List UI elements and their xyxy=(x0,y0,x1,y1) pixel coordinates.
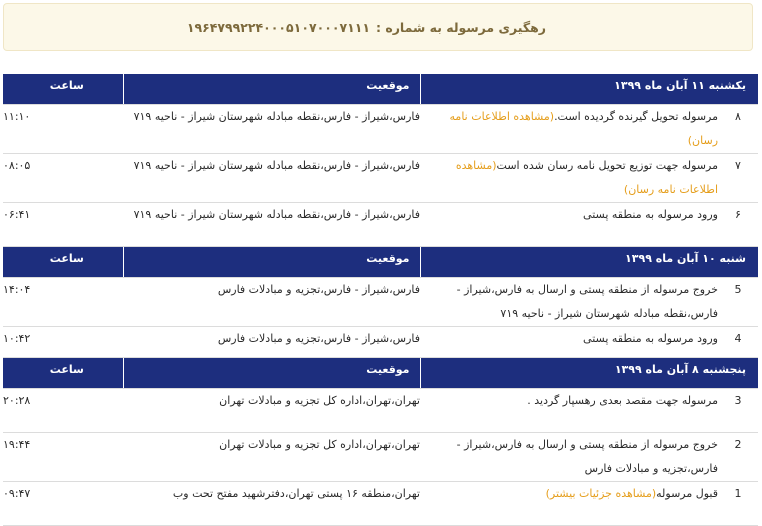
tracking-number: ۱۹۶۴۷۹۹۲۲۴۰۰۰۵۱۰۷۰۰۰۷۱۱۱ xyxy=(186,19,370,35)
event-location: فارس،شیراز - فارس،نقطه مبادله شهرستان شیراز - ناحیه ۷۱۹ xyxy=(123,203,420,247)
event-time: ۱۱:۱۰ xyxy=(3,105,123,154)
event-location: فارس،شیراز - فارس،نقطه مبادله شهرستان شیراز - ناحیه ۷۱۹ xyxy=(123,154,420,203)
event-location: فارس،شیراز - فارس،تجزیه و مبادلات فارس xyxy=(123,327,420,358)
event-location: تهران،تهران،اداره کل تجزیه و مبادلات تهران xyxy=(123,433,420,482)
event-number: 4 xyxy=(718,327,758,358)
event-description-text: مرسوله جهت توزیع تحویل نامه رسان شده است xyxy=(496,159,718,172)
event-description-text: قبول مرسوله xyxy=(656,487,718,500)
event-time: ۰۶:۴۱ xyxy=(3,203,123,247)
event-description xyxy=(420,327,718,358)
event-number: 1 xyxy=(718,482,758,526)
event-location: فارس،شیراز - فارس،نقطه مبادله شهرستان شیراز - ناحیه ۷۱۹ xyxy=(123,105,420,154)
event-row xyxy=(3,482,758,526)
event-number: ۸ xyxy=(718,105,758,154)
event-description-text: مرسوله جهت مقصد بعدی رهسپار گردید . xyxy=(527,394,718,407)
event-details-link[interactable]: (مشاهده جزئیات بیشتر) xyxy=(545,487,657,500)
event-description-text: ورود مرسوله به منطقه پستی xyxy=(583,208,718,221)
event-row xyxy=(3,278,758,327)
day-header xyxy=(3,358,758,389)
event-description xyxy=(420,154,718,203)
event-row xyxy=(3,154,758,203)
event-row xyxy=(3,327,758,358)
event-time: ۱۰:۴۲ xyxy=(3,327,123,358)
event-number: 2 xyxy=(718,433,758,482)
event-description-text: خروج مرسوله از منطقه پستی و ارسال به فارس،شیراز - فارس،نقطه مبادله شهرستان شیراز - ناحیه ۷۱۹ xyxy=(456,283,718,320)
time-column-header: ساعت xyxy=(3,74,123,105)
event-number: 5 xyxy=(718,278,758,327)
event-time: ۲۰:۲۸ xyxy=(3,389,123,433)
location-column-header: موقعیت xyxy=(123,358,420,389)
day-date: یکشنبه ۱۱ آبان ماه ۱۳۹۹ xyxy=(420,74,758,105)
tracking-banner xyxy=(3,3,753,51)
location-column-header: موقعیت xyxy=(123,247,420,278)
time-column-header: ساعت xyxy=(3,358,123,389)
event-number: ۶ xyxy=(718,203,758,247)
event-description xyxy=(420,389,718,433)
event-time: ۱۹:۴۴ xyxy=(3,433,123,482)
event-time: ۰۸:۰۵ xyxy=(3,154,123,203)
event-number: ۷ xyxy=(718,154,758,203)
event-description-text: خروج مرسوله از منطقه پستی و ارسال به فارس،شیراز - فارس،تجزیه و مبادلات فارس xyxy=(456,438,718,475)
event-number: 3 xyxy=(718,389,758,433)
event-description xyxy=(420,433,718,482)
event-details-link[interactable]: (مشاهده اطلاعات نامه رسان) xyxy=(449,110,718,147)
location-column-header: موقعیت xyxy=(123,74,420,105)
event-location: فارس،شیراز - فارس،تجزیه و مبادلات فارس xyxy=(123,278,420,327)
event-description xyxy=(420,278,718,327)
event-row xyxy=(3,433,758,482)
day-header xyxy=(3,74,758,105)
event-location: تهران،منطقه ۱۶ پستی تهران،دفترشهید مفتح تحت وب xyxy=(123,482,420,526)
day-date: شنبه ۱۰ آبان ماه ۱۳۹۹ xyxy=(420,247,758,278)
tracking-title: رهگیری مرسوله به شماره : xyxy=(375,19,546,35)
event-row xyxy=(3,203,758,247)
event-description xyxy=(420,105,718,154)
event-details-link[interactable]: (مشاهده اطلاعات نامه رسان) xyxy=(455,159,718,196)
event-description xyxy=(420,482,718,526)
event-description xyxy=(420,203,718,247)
time-column-header: ساعت xyxy=(3,247,123,278)
day-header xyxy=(3,247,758,278)
tracking-table xyxy=(3,74,758,526)
day-date: پنجشنبه ۸ آبان ماه ۱۳۹۹ xyxy=(420,358,758,389)
event-time: ۱۴:۰۴ xyxy=(3,278,123,327)
event-time: ۰۹:۴۷ xyxy=(3,482,123,526)
event-description-text: مرسوله تحویل گیرنده گردیده است. xyxy=(554,110,718,123)
event-row xyxy=(3,389,758,433)
event-location: تهران،تهران،اداره کل تجزیه و مبادلات تهران xyxy=(123,389,420,433)
event-row xyxy=(3,105,758,154)
event-description-text: ورود مرسوله به منطقه پستی xyxy=(583,332,718,345)
